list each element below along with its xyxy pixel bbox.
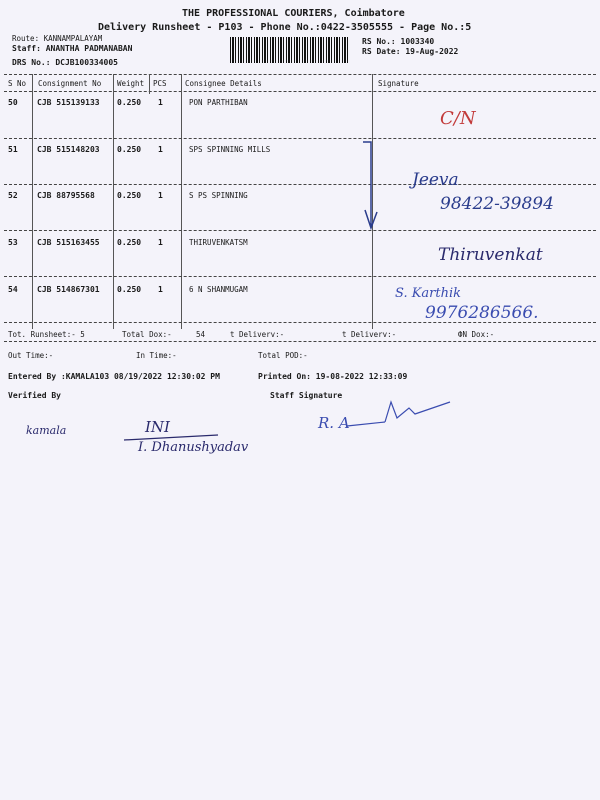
totals-rule: [4, 341, 596, 342]
staff-signature-stroke: [345, 396, 455, 436]
row-consignment: CJB 515139133: [37, 98, 100, 107]
row-pcs: 1: [158, 238, 163, 247]
row-pcs: 1: [158, 98, 163, 107]
signature-underline: [122, 432, 222, 442]
col-pcs: PCS: [153, 79, 167, 88]
out-time: Out Time:-: [8, 351, 54, 360]
signature-row54-name: S. Karthik: [395, 286, 462, 301]
in-time: In Time:-: [136, 351, 177, 360]
row-rule: [4, 230, 596, 231]
row-consignee: SPS SPINNING MILLS: [189, 145, 271, 154]
rs-number: RS No.: 1003340: [362, 37, 435, 46]
delivery-label-2: t Deliverv:-: [342, 330, 397, 339]
row-consignee: PON PARTHIBAN: [189, 98, 248, 107]
row-consignee: 6 N SHANMUGAM: [189, 285, 248, 294]
row-consignment: CJB 515163455: [37, 238, 100, 247]
verify-signature-3: I. Dhanushyadav: [138, 440, 249, 455]
row-weight: 0.250: [117, 191, 142, 200]
row-rule: [4, 276, 596, 277]
col-sno: S No: [8, 79, 27, 88]
rs-date: RS Date: 19-Aug-2022: [362, 47, 459, 56]
signature-row54-phone: 9976286566.: [425, 303, 539, 323]
col-signature: Signature: [378, 79, 419, 88]
row-consignee: THIRUVENKATSM: [189, 238, 248, 247]
table-header-rule: [4, 91, 596, 92]
row-rule: [4, 138, 596, 139]
row-sno: 52: [8, 191, 18, 200]
drs-number: DRS No.: DCJB100334005: [12, 58, 118, 67]
total-dox-value: 54: [196, 330, 206, 339]
staff-signature-scrawl: R. A: [318, 414, 350, 432]
row-sno: 53: [8, 238, 18, 247]
route-label: Route: KANNAMPALAYAM: [12, 34, 103, 43]
runsheet-subtitle: Delivery Runsheet - P103 - Phone No.:0422-3505555 - Page No.:5: [98, 22, 472, 33]
row-weight: 0.250: [117, 98, 142, 107]
row-weight: 0.250: [117, 285, 142, 294]
total-pod: Total POD:-: [258, 351, 308, 360]
row-weight: 0.250: [117, 238, 142, 247]
signature-row53: Thiruvenkat: [438, 245, 543, 265]
row-pcs: 1: [158, 285, 163, 294]
table-top-rule: [4, 74, 596, 75]
signature-row50: C/N: [440, 108, 476, 129]
col-consignee: Consignee Details: [185, 79, 262, 88]
col-divider: [32, 74, 33, 329]
total-dox-label: Total Dox:-: [122, 330, 172, 339]
signature-row52-name: Jeeva: [412, 170, 459, 190]
signature-row52-phone: 98422-39894: [440, 194, 554, 214]
col-consignment: Consignment No: [38, 79, 102, 88]
row-pcs: 1: [158, 191, 163, 200]
entered-by: Entered By :KAMALA103 08/19/2022 12:30:02 PM: [8, 372, 220, 381]
bracket-mark: [355, 140, 385, 235]
row-pcs: 1: [158, 145, 163, 154]
printed-on: Printed On: 19-08-2022 12:33:09: [258, 372, 408, 381]
row-consignee: S PS SPINNING: [189, 191, 248, 200]
verified-by: Verified By: [8, 391, 61, 400]
non-dox-label: ФN Dox:-: [458, 330, 495, 339]
row-sno: 54: [8, 285, 18, 294]
verify-signature-2: INI: [145, 418, 170, 436]
delivery-label: t Deliverv:-: [230, 330, 285, 339]
col-divider: [181, 74, 182, 329]
barcode: [230, 37, 350, 63]
row-sno: 51: [8, 145, 18, 154]
row-consignment: CJB 514867301: [37, 285, 100, 294]
row-rule: [4, 184, 596, 185]
staff-signature-label: Staff Signature: [270, 391, 343, 400]
row-sno: 50: [8, 98, 18, 107]
tot-runsheet: Tot. Runsheet:- 5: [8, 330, 85, 339]
row-weight: 0.250: [117, 145, 142, 154]
company-title: THE PROFESSIONAL COURIERS, Coimbatore: [182, 8, 405, 19]
row-consignment: CJB 515148203: [37, 145, 100, 154]
row-consignment: CJB 88795568: [37, 191, 95, 200]
col-divider: [113, 74, 114, 329]
verify-signature-1: kamala: [26, 424, 67, 437]
staff-label: Staff: ANANTHA PADMANABAN: [12, 44, 133, 53]
col-divider: [149, 74, 150, 94]
col-weight: Weight: [117, 79, 145, 88]
